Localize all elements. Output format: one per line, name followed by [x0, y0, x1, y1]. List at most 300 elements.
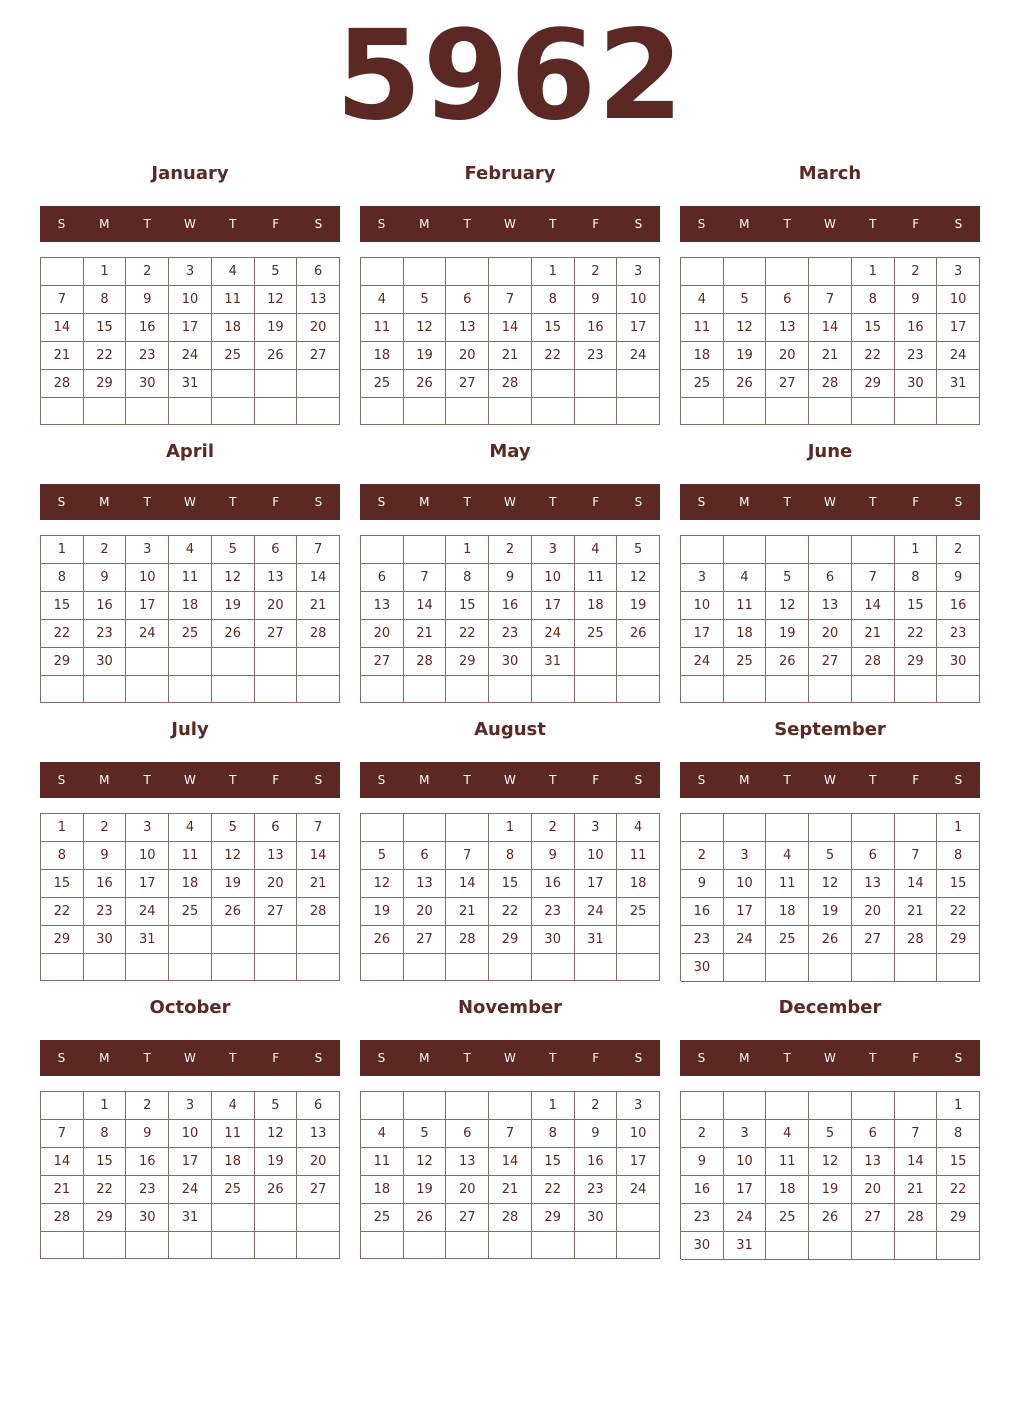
empty-cell: [724, 676, 767, 703]
day-cell: 14: [489, 314, 532, 342]
weekday-header: [40, 484, 340, 520]
day-cell: 25: [724, 648, 767, 676]
day-cell: 18: [212, 314, 255, 342]
day-cell: 9: [681, 870, 724, 898]
day-cell: 4: [724, 564, 767, 592]
empty-cell: [681, 1092, 724, 1120]
day-cell: 18: [169, 870, 212, 898]
empty-cell: [297, 1232, 340, 1259]
day-cell: 18: [766, 898, 809, 926]
day-cell: 15: [489, 870, 532, 898]
day-cell: 27: [766, 370, 809, 398]
day-cell: 21: [446, 898, 489, 926]
day-cell: 8: [84, 286, 127, 314]
empty-cell: [895, 676, 938, 703]
day-cell: 20: [255, 870, 298, 898]
day-cell: 2: [575, 258, 618, 286]
day-cell: 17: [532, 592, 575, 620]
day-grid: [680, 257, 980, 425]
day-cell: 12: [766, 592, 809, 620]
day-cell: 11: [681, 314, 724, 342]
day-cell: 19: [255, 314, 298, 342]
day-cell: 25: [575, 620, 618, 648]
weekday-label: F: [272, 773, 280, 787]
day-cell: 9: [532, 842, 575, 870]
weekday-label: S: [634, 773, 643, 787]
weekday-header: [360, 762, 660, 798]
day-cell: 18: [361, 1176, 404, 1204]
empty-cell: [766, 676, 809, 703]
empty-cell: [84, 398, 127, 425]
day-cell: 19: [809, 898, 852, 926]
day-cell: 29: [937, 1204, 980, 1232]
day-cell: 8: [852, 286, 895, 314]
day-cell: 9: [126, 286, 169, 314]
month-name: October: [149, 997, 231, 1018]
day-cell: 21: [852, 620, 895, 648]
empty-cell: [212, 648, 255, 676]
day-cell: 29: [41, 648, 84, 676]
empty-cell: [852, 1092, 895, 1120]
day-cell: 27: [809, 648, 852, 676]
day-cell: 1: [84, 258, 127, 286]
month-name: November: [457, 997, 563, 1018]
empty-cell: [255, 676, 298, 703]
day-cell: 24: [575, 898, 618, 926]
day-cell: 31: [575, 926, 618, 954]
day-cell: 8: [41, 564, 84, 592]
empty-cell: [809, 676, 852, 703]
day-cell: 31: [724, 1232, 767, 1260]
weekday-header: [360, 1040, 660, 1076]
month-name: March: [798, 163, 862, 184]
day-cell: 25: [681, 370, 724, 398]
empty-cell: [766, 1232, 809, 1260]
day-cell: 2: [126, 258, 169, 286]
empty-cell: [617, 648, 660, 676]
day-cell: 24: [681, 648, 724, 676]
weekday-header: [40, 762, 340, 798]
day-cell: 5: [404, 286, 447, 314]
day-cell: 9: [681, 1148, 724, 1176]
weekday-header: [680, 206, 980, 242]
day-cell: 15: [937, 1148, 980, 1176]
weekday-label: T: [783, 773, 791, 787]
weekday-label: W: [504, 773, 516, 787]
day-cell: 13: [361, 592, 404, 620]
day-cell: 10: [126, 564, 169, 592]
day-cell: 3: [169, 1092, 212, 1120]
day-cell: 6: [404, 842, 447, 870]
empty-cell: [617, 370, 660, 398]
day-cell: 15: [446, 592, 489, 620]
day-cell: 23: [532, 898, 575, 926]
day-cell: 29: [446, 648, 489, 676]
day-cell: 21: [489, 342, 532, 370]
weekday-label: T: [783, 495, 791, 509]
day-cell: 23: [895, 342, 938, 370]
weekday-label: M: [99, 773, 110, 787]
month-name: September: [774, 719, 886, 740]
weekday-header: [680, 762, 980, 798]
day-cell: 10: [169, 1120, 212, 1148]
empty-cell: [41, 1092, 84, 1120]
day-cell: 3: [937, 258, 980, 286]
day-cell: 27: [361, 648, 404, 676]
day-cell: 3: [126, 814, 169, 842]
day-cell: 6: [297, 1092, 340, 1120]
day-cell: 25: [361, 1204, 404, 1232]
day-cell: 29: [895, 648, 938, 676]
day-cell: 13: [809, 592, 852, 620]
day-cell: 16: [681, 898, 724, 926]
weekday-label: S: [697, 495, 706, 509]
empty-cell: [809, 1232, 852, 1260]
day-cell: 30: [126, 370, 169, 398]
empty-cell: [809, 1092, 852, 1120]
weekday-label: W: [504, 495, 516, 509]
empty-cell: [255, 648, 298, 676]
day-cell: 26: [255, 1176, 298, 1204]
day-cell: 16: [126, 1148, 169, 1176]
day-cell: 6: [809, 564, 852, 592]
empty-cell: [766, 536, 809, 564]
empty-cell: [361, 676, 404, 703]
day-cell: 29: [489, 926, 532, 954]
empty-cell: [446, 258, 489, 286]
day-cell: 30: [575, 1204, 618, 1232]
empty-cell: [84, 676, 127, 703]
day-cell: 2: [126, 1092, 169, 1120]
day-cell: 11: [169, 564, 212, 592]
day-cell: 12: [255, 1120, 298, 1148]
day-cell: 8: [937, 842, 980, 870]
day-cell: 1: [532, 1092, 575, 1120]
day-cell: 19: [255, 1148, 298, 1176]
day-cell: 30: [937, 648, 980, 676]
day-cell: 11: [212, 1120, 255, 1148]
empty-cell: [724, 954, 767, 982]
empty-cell: [404, 1232, 447, 1259]
day-cell: 22: [895, 620, 938, 648]
empty-cell: [681, 814, 724, 842]
empty-cell: [617, 1204, 660, 1232]
day-cell: 26: [404, 1204, 447, 1232]
empty-cell: [852, 954, 895, 982]
empty-cell: [895, 1232, 938, 1260]
empty-cell: [169, 676, 212, 703]
day-cell: 7: [41, 286, 84, 314]
empty-cell: [84, 1232, 127, 1259]
empty-cell: [489, 258, 532, 286]
day-cell: 21: [297, 592, 340, 620]
day-cell: 28: [489, 1204, 532, 1232]
weekday-label: W: [184, 495, 196, 509]
day-cell: 22: [937, 1176, 980, 1204]
day-cell: 9: [126, 1120, 169, 1148]
day-cell: 14: [895, 870, 938, 898]
day-cell: 6: [766, 286, 809, 314]
weekday-label: M: [99, 495, 110, 509]
day-cell: 30: [681, 1232, 724, 1260]
day-cell: 3: [617, 1092, 660, 1120]
day-cell: 13: [852, 870, 895, 898]
weekday-label: F: [592, 773, 600, 787]
weekday-label: T: [549, 217, 557, 231]
empty-cell: [617, 954, 660, 981]
day-cell: 21: [809, 342, 852, 370]
day-cell: 22: [489, 898, 532, 926]
weekday-label: F: [912, 217, 920, 231]
day-cell: 15: [41, 870, 84, 898]
day-cell: 29: [532, 1204, 575, 1232]
weekday-label: S: [57, 217, 66, 231]
day-cell: 27: [297, 342, 340, 370]
weekday-header: [360, 484, 660, 520]
empty-cell: [255, 954, 298, 981]
empty-cell: [724, 258, 767, 286]
empty-cell: [41, 258, 84, 286]
day-cell: 14: [489, 1148, 532, 1176]
day-cell: 8: [489, 842, 532, 870]
day-cell: 5: [361, 842, 404, 870]
empty-cell: [937, 676, 980, 703]
day-cell: 29: [41, 926, 84, 954]
day-cell: 24: [617, 342, 660, 370]
weekday-label: T: [463, 495, 471, 509]
day-cell: 25: [212, 342, 255, 370]
weekday-label: M: [739, 217, 750, 231]
empty-cell: [532, 398, 575, 425]
day-cell: 26: [212, 620, 255, 648]
empty-cell: [212, 926, 255, 954]
day-cell: 23: [937, 620, 980, 648]
month-name: August: [474, 719, 546, 740]
empty-cell: [532, 370, 575, 398]
weekday-label: F: [912, 1051, 920, 1065]
day-cell: 14: [809, 314, 852, 342]
day-cell: 3: [681, 564, 724, 592]
empty-cell: [404, 1092, 447, 1120]
empty-cell: [404, 954, 447, 981]
day-cell: 20: [766, 342, 809, 370]
day-cell: 6: [297, 258, 340, 286]
day-cell: 22: [84, 342, 127, 370]
empty-cell: [126, 398, 169, 425]
day-cell: 3: [724, 842, 767, 870]
weekday-label: T: [463, 1051, 471, 1065]
empty-cell: [169, 398, 212, 425]
day-cell: 7: [809, 286, 852, 314]
empty-cell: [489, 676, 532, 703]
day-cell: 5: [255, 1092, 298, 1120]
day-cell: 11: [724, 592, 767, 620]
weekday-label: S: [377, 217, 386, 231]
empty-cell: [126, 1232, 169, 1259]
day-cell: 6: [446, 1120, 489, 1148]
day-cell: 23: [681, 1204, 724, 1232]
empty-cell: [681, 536, 724, 564]
empty-cell: [575, 398, 618, 425]
day-cell: 7: [297, 536, 340, 564]
weekday-label: S: [697, 1051, 706, 1065]
weekday-label: F: [592, 217, 600, 231]
empty-cell: [575, 648, 618, 676]
day-cell: 22: [41, 620, 84, 648]
empty-cell: [361, 954, 404, 981]
weekday-header: [40, 206, 340, 242]
day-cell: 19: [404, 342, 447, 370]
empty-cell: [617, 1232, 660, 1259]
weekday-label: S: [634, 217, 643, 231]
day-cell: 28: [489, 370, 532, 398]
day-cell: 16: [681, 1176, 724, 1204]
day-cell: 30: [84, 926, 127, 954]
day-cell: 13: [852, 1148, 895, 1176]
day-cell: 7: [446, 842, 489, 870]
day-cell: 14: [895, 1148, 938, 1176]
day-cell: 17: [724, 1176, 767, 1204]
weekday-header: [40, 1040, 340, 1076]
day-cell: 23: [681, 926, 724, 954]
day-cell: 15: [532, 314, 575, 342]
day-cell: 23: [126, 1176, 169, 1204]
day-cell: 28: [297, 620, 340, 648]
day-cell: 30: [532, 926, 575, 954]
empty-cell: [809, 814, 852, 842]
weekday-label: W: [504, 1051, 516, 1065]
empty-cell: [937, 1232, 980, 1260]
day-cell: 29: [852, 370, 895, 398]
weekday-label: F: [272, 217, 280, 231]
day-cell: 17: [169, 314, 212, 342]
day-cell: 20: [297, 1148, 340, 1176]
day-cell: 30: [84, 648, 127, 676]
day-cell: 22: [532, 342, 575, 370]
day-cell: 9: [895, 286, 938, 314]
day-grid: [360, 535, 660, 703]
day-cell: 7: [404, 564, 447, 592]
weekday-label: T: [229, 495, 237, 509]
weekday-label: S: [314, 1051, 323, 1065]
empty-cell: [41, 954, 84, 981]
day-cell: 30: [126, 1204, 169, 1232]
empty-cell: [489, 1092, 532, 1120]
day-cell: 25: [617, 898, 660, 926]
day-cell: 31: [937, 370, 980, 398]
empty-cell: [724, 536, 767, 564]
day-cell: 12: [809, 870, 852, 898]
day-cell: 27: [852, 1204, 895, 1232]
empty-cell: [297, 648, 340, 676]
day-cell: 4: [169, 814, 212, 842]
weekday-label: F: [592, 1051, 600, 1065]
empty-cell: [895, 1092, 938, 1120]
day-cell: 6: [852, 1120, 895, 1148]
day-cell: 2: [895, 258, 938, 286]
day-cell: 18: [575, 592, 618, 620]
empty-cell: [255, 370, 298, 398]
day-cell: 9: [575, 286, 618, 314]
day-cell: 7: [852, 564, 895, 592]
day-cell: 12: [617, 564, 660, 592]
day-cell: 17: [617, 314, 660, 342]
day-cell: 24: [724, 1204, 767, 1232]
empty-cell: [724, 398, 767, 425]
empty-cell: [852, 398, 895, 425]
empty-cell: [212, 398, 255, 425]
month-name: June: [807, 441, 853, 462]
day-cell: 7: [895, 1120, 938, 1148]
day-cell: 26: [404, 370, 447, 398]
weekday-label: T: [143, 773, 151, 787]
day-cell: 24: [169, 342, 212, 370]
weekday-header: [680, 484, 980, 520]
empty-cell: [575, 954, 618, 981]
weekday-label: F: [912, 495, 920, 509]
empty-cell: [126, 676, 169, 703]
day-cell: 24: [126, 620, 169, 648]
weekday-label: T: [143, 495, 151, 509]
day-cell: 11: [575, 564, 618, 592]
day-cell: 6: [446, 286, 489, 314]
empty-cell: [766, 954, 809, 982]
empty-cell: [212, 676, 255, 703]
empty-cell: [446, 676, 489, 703]
empty-cell: [169, 954, 212, 981]
empty-cell: [361, 814, 404, 842]
day-cell: 11: [361, 1148, 404, 1176]
day-cell: 19: [617, 592, 660, 620]
day-cell: 15: [84, 314, 127, 342]
day-cell: 23: [575, 342, 618, 370]
weekday-label: W: [824, 773, 836, 787]
day-cell: 14: [41, 1148, 84, 1176]
weekday-label: T: [229, 1051, 237, 1065]
empty-cell: [681, 676, 724, 703]
empty-cell: [169, 926, 212, 954]
month-name: February: [464, 163, 556, 184]
day-cell: 9: [937, 564, 980, 592]
weekday-label: F: [912, 773, 920, 787]
day-cell: 7: [489, 286, 532, 314]
day-cell: 3: [617, 258, 660, 286]
day-cell: 16: [575, 1148, 618, 1176]
empty-cell: [41, 398, 84, 425]
empty-cell: [297, 954, 340, 981]
day-cell: 16: [532, 870, 575, 898]
day-cell: 8: [446, 564, 489, 592]
empty-cell: [255, 926, 298, 954]
day-cell: 10: [681, 592, 724, 620]
day-cell: 20: [297, 314, 340, 342]
day-cell: 8: [532, 286, 575, 314]
weekday-label: W: [184, 773, 196, 787]
empty-cell: [617, 398, 660, 425]
weekday-label: T: [463, 217, 471, 231]
day-cell: 2: [681, 842, 724, 870]
day-cell: 6: [255, 536, 298, 564]
day-cell: 25: [766, 1204, 809, 1232]
day-cell: 2: [84, 814, 127, 842]
weekday-label: M: [419, 495, 430, 509]
weekday-label: W: [824, 495, 836, 509]
empty-cell: [852, 676, 895, 703]
month-name: December: [778, 997, 882, 1018]
day-cell: 4: [361, 286, 404, 314]
empty-cell: [212, 370, 255, 398]
day-cell: 15: [852, 314, 895, 342]
